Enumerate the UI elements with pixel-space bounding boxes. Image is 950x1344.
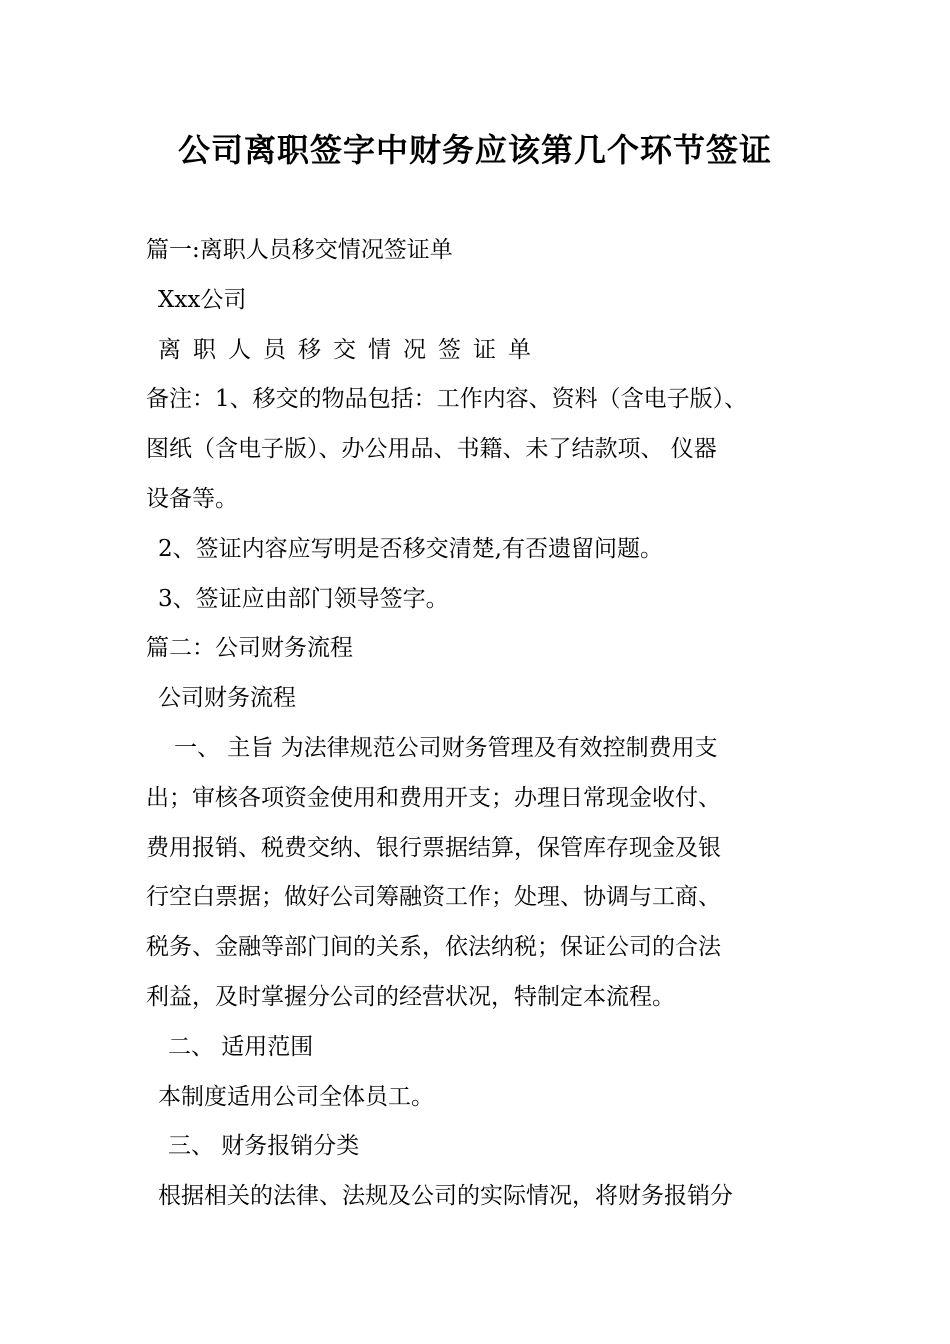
heading-reimbursement: 三、 财务报销分类 bbox=[168, 1133, 360, 1160]
paragraph-reimbursement-line-1: 根据相关的法律、法规及公司的实际情况，将财务报销分 bbox=[158, 1183, 733, 1210]
heading-scope: 二、 适用范围 bbox=[168, 1033, 314, 1060]
paragraph-purpose-line-4: 行空白票据；做好公司筹融资工作；处理、协调与工商、 bbox=[146, 884, 721, 911]
company-name-line: Xxx公司 bbox=[158, 286, 247, 313]
paragraph-purpose-line-6: 利益，及时掌握分公司的经营状况，特制定本流程。 bbox=[146, 983, 675, 1010]
section-heading-2: 篇二：公司财务流程 bbox=[146, 635, 353, 662]
form-title-line: 离职人员移交情况签证单 bbox=[158, 336, 543, 363]
paragraph-purpose-line-5: 税务、金融等部门间的关系，依法纳税；保证公司的合法 bbox=[146, 934, 721, 961]
note-line-2: 图纸（含电子版）、办公用品、书籍、未了结款项、 仪器 bbox=[146, 436, 717, 463]
paragraph-scope: 本制度适用公司全体员工。 bbox=[158, 1083, 434, 1110]
note-line-3: 设备等。 bbox=[146, 485, 238, 512]
note-item-2: 2、签证内容应写明是否移交清楚,有否遗留问题。 bbox=[158, 535, 663, 562]
paragraph-purpose-line-1: 一、 主旨 为法律规范公司财务管理及有效控制费用支 bbox=[174, 734, 718, 761]
paragraph-purpose-line-3: 费用报销、税费交纳、银行票据结算，保管库存现金及银 bbox=[146, 834, 721, 861]
document-body bbox=[146, 226, 826, 1222]
note-item-3: 3、签证应由部门领导签字。 bbox=[158, 585, 449, 612]
section-heading-1: 篇一:离职人员移交情况签证单 bbox=[146, 237, 453, 263]
subheading-finance-process: 公司财务流程 bbox=[158, 685, 296, 712]
note-line-1: 备注：1、移交的物品包括：工作内容、资料（含电子版）、 bbox=[146, 386, 748, 413]
paragraph-purpose-line-2: 出；审核各项资金使用和费用开支；办理日常现金收付、 bbox=[146, 784, 721, 811]
document-title: 公司离职签字中财务应该第几个环节签证 bbox=[177, 131, 772, 169]
